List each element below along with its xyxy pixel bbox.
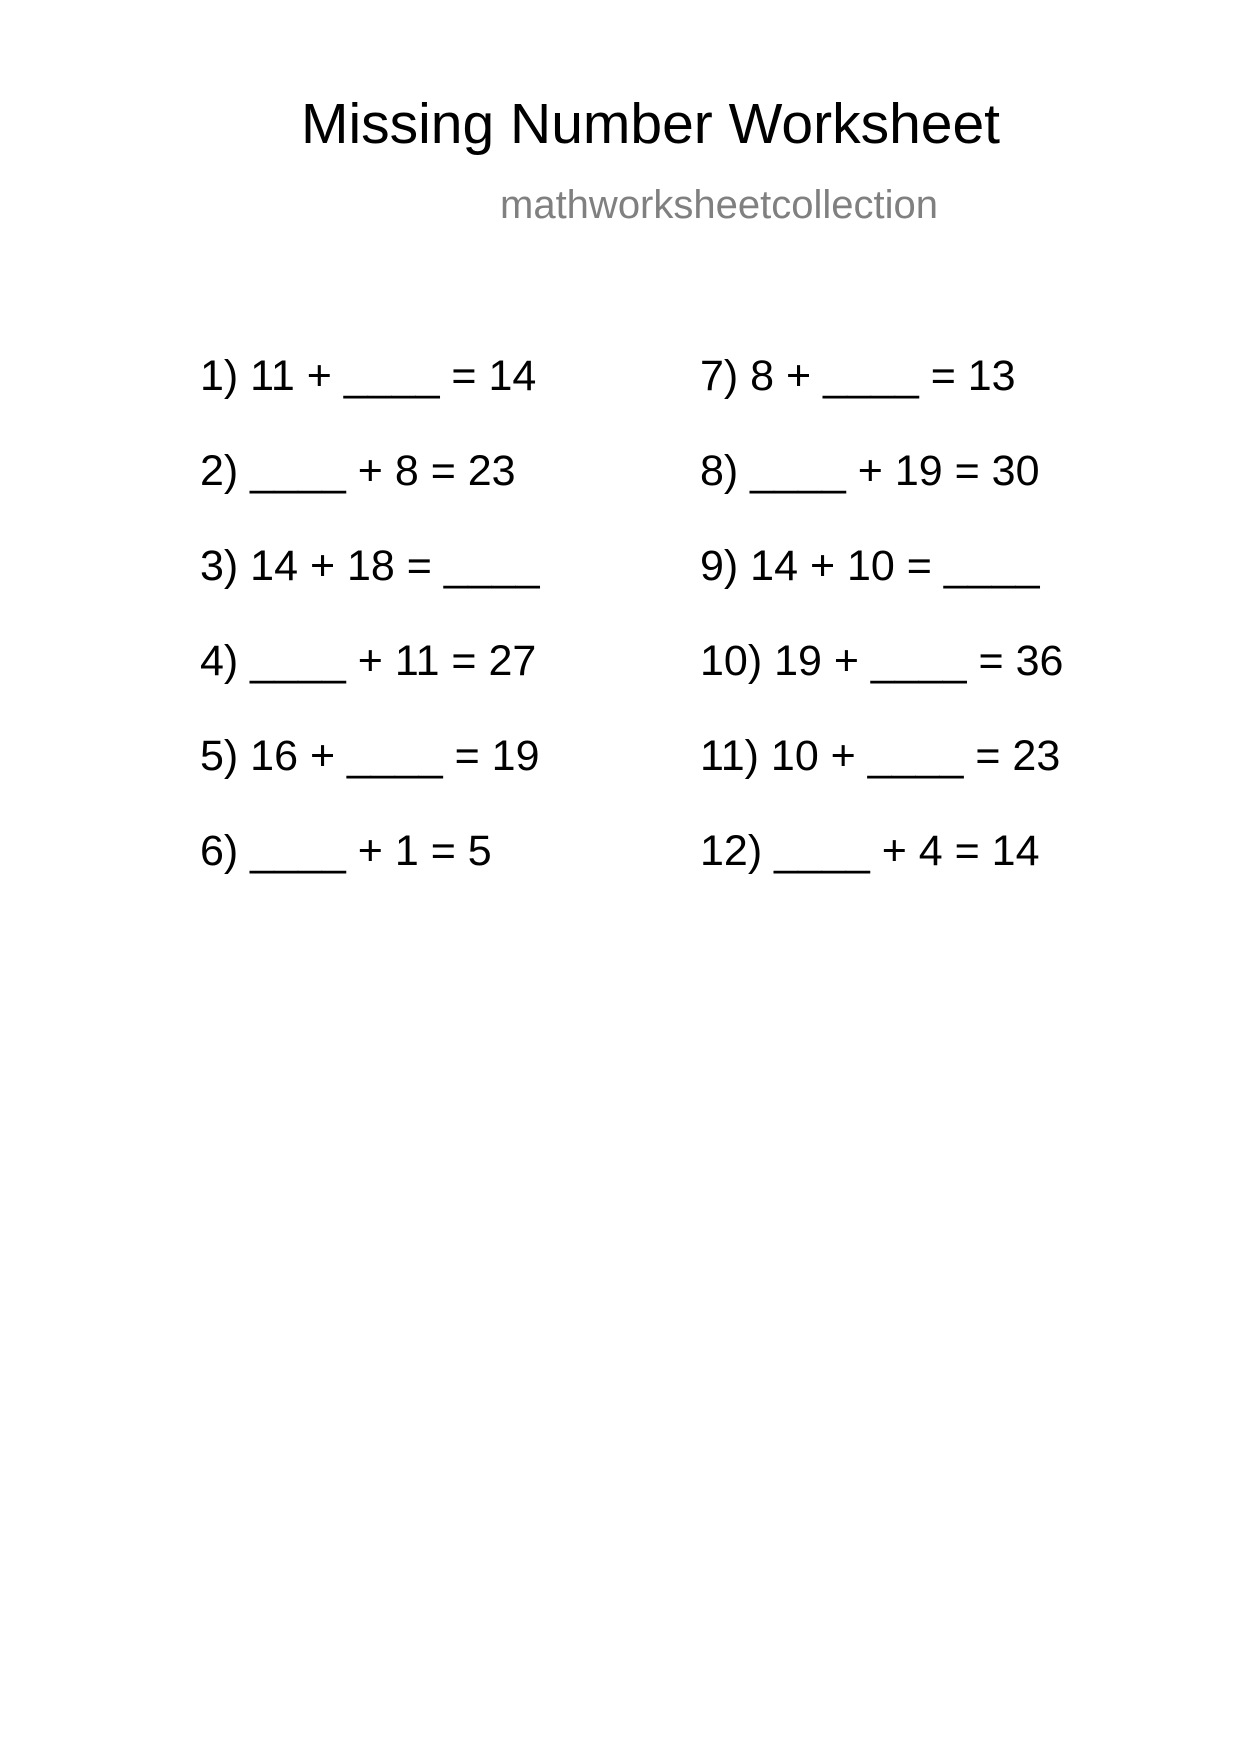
problem-10: 10) 19 + ____ = 36	[700, 637, 1064, 685]
problem-5: 5) 16 + ____ = 19	[200, 732, 540, 780]
problem-4: 4) ____ + 11 = 27	[200, 637, 537, 685]
problem-11: 11) 10 + ____ = 23	[700, 732, 1061, 780]
problem-6: 6) ____ + 1 = 5	[200, 827, 492, 875]
problem-2: 2) ____ + 8 = 23	[200, 447, 516, 495]
worksheet-title: Missing Number Worksheet	[301, 92, 1001, 156]
worksheet-subtitle: mathworksheetcollection	[500, 183, 938, 227]
problem-12: 12) ____ + 4 = 14	[700, 827, 1040, 875]
problem-7: 7) 8 + ____ = 13	[700, 352, 1016, 400]
problem-9: 9) 14 + 10 = ____	[700, 542, 1040, 590]
problem-3: 3) 14 + 18 = ____	[200, 542, 540, 590]
problem-8: 8) ____ + 19 = 30	[700, 447, 1040, 495]
problem-1: 1) 11 + ____ = 14	[200, 352, 537, 400]
